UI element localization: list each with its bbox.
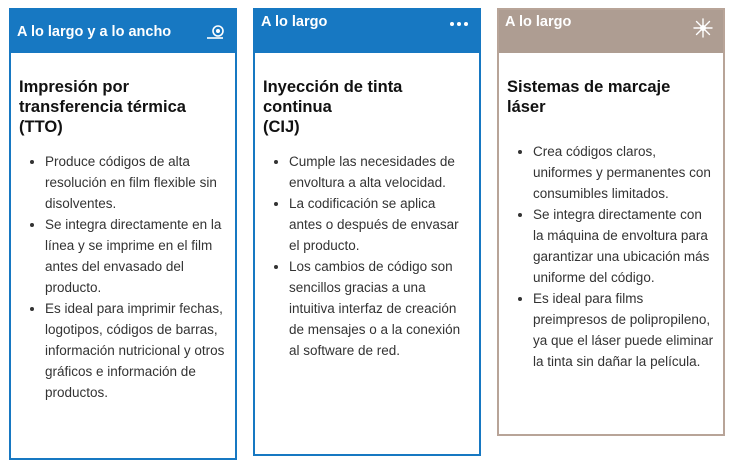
card-title [263,77,471,137]
card-cij [253,8,481,456]
list-item: • Los cambios de código son sencillos gracias a una intuitiva interfaz de creación de mensajes o a la conexión al software de red. [289,256,471,361]
card-header-label: A lo largo [505,14,572,30]
list-item: • Es ideal para films preimpresos de polipropileno, ya que el láser puede eliminar la tinta sin dañar la película. [533,288,715,372]
card-header-label: A lo largo y a lo ancho [17,23,172,40]
feature-list [11,151,235,403]
list-item: • Produce códigos de alta resolución en film flexible sin disolventes. [45,151,227,214]
card-header [255,10,479,53]
card-title-text: Sistemas de marcaje láser [507,78,671,116]
card-header-label: A lo largo [261,14,328,30]
laser-burst-icon [693,18,713,38]
card-title [507,77,715,117]
target-arrow-icon [205,24,225,40]
feature-list [255,151,479,361]
card-header [499,10,723,53]
card-title-text: Inyección de tinta continua (CIJ) [263,78,403,136]
card-tto [9,8,237,460]
feature-list [499,141,723,372]
list-item: • Cumple las necesidades de envoltura a alta velocidad. [289,151,471,193]
card-title-text: Impresión por transferencia térmica (TTO) [19,78,186,136]
list-item: • Es ideal para imprimir fechas, logotipos, códigos de barras, información nutricional y otros gráficos e información de productos. [45,298,227,403]
list-item: • La codificación se aplica antes o después de envasar el producto. [289,193,471,256]
list-item: • Crea códigos claros, uniformes y permanentes con consumibles limitados. [533,141,715,204]
list-item: • Se integra directamente en la línea y se imprime en el film antes del envasado del producto. [45,214,227,298]
dots-icon [449,20,469,28]
card-title [19,77,227,137]
card-laser [497,8,725,436]
card-header [11,10,235,53]
list-item: • Se integra directamente con la máquina de envoltura para garantizar una ubicación más uniforme del código. [533,204,715,288]
